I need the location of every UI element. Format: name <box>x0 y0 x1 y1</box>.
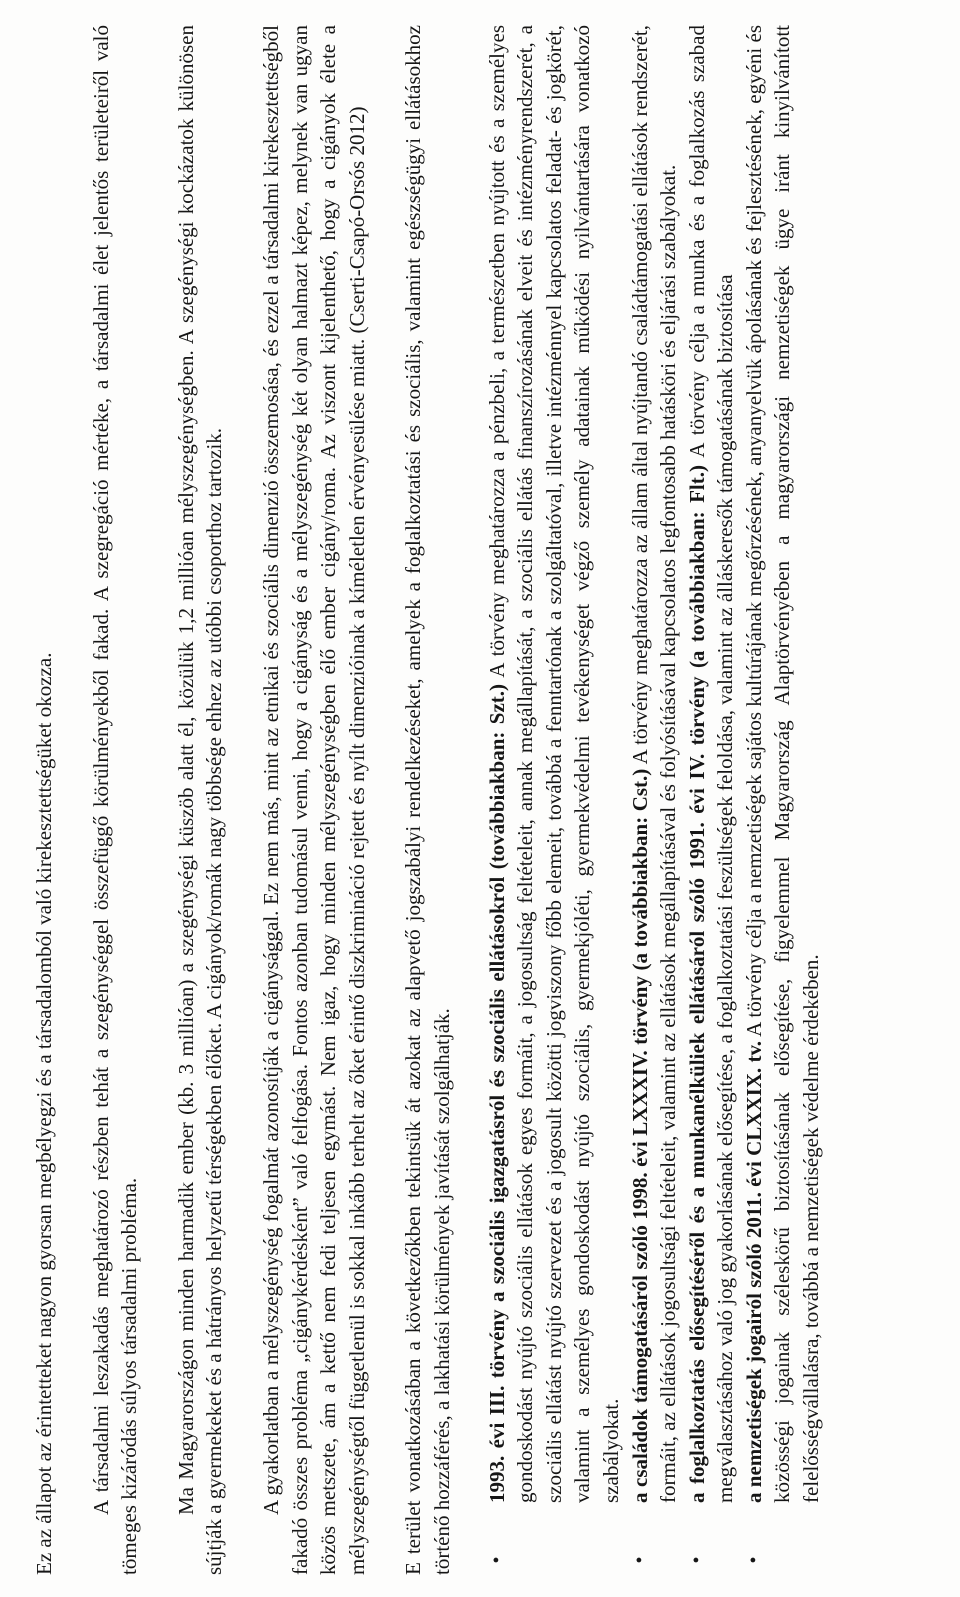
bullet-icon: • <box>742 1556 765 1564</box>
bullet-icon: • <box>628 1556 651 1564</box>
paragraph-2: A társadalmi leszakadás meghatározó részben tehát a szegénységgel összefüggő körülményekből fakad. A szegregáció mértéke, a társadalmi élet jelentős területeiről való tömeges kizáródás súlyos társadalmi probléma. <box>88 25 142 1575</box>
law-text: A törvény meghatározza a pénzbeli, a természetben nyújtott és a személyes gondoskodást nyújtó szociális ellátások egyes formáit, a jogosultság feltételeit, annak megállapítását, a szociális ellátás finanszírozásának elveit és intézményrendszerét, a szociális ellátást nyújtó szervezet és a jogosult közötti jogviszony főbb elemeit, továbbá a fenntartónak a szolgáltatóval, illetve intézménnyel kapcsolatos feladat- és jogkörét, valamint a személyes gondoskodást nyújtó szociális, gyermekjóléti, gyermekvédelmi tevékenységet végző személy adatainak működési nyilvántartására vonatkozó szabályokat. <box>484 24 623 1503</box>
law-title: a foglalkoztatás elősegítéséről és a munkanélküliek ellátásáról szóló 1991. évi IV. törvény (a továbbiakban: Flt.) <box>684 465 709 1503</box>
law-text: A törvény célja a nemzetiségek sajátos kultúrájának megőrzésének, anyanyelvük ápolásának és fejlesztésének, egyéni és közösségi jogainak széleskörű biztosításának elősegítése, figyelemmel Magyarország Alaptörvényében a magyarországi nemzetiségek ügye iránt kinyilvánított felelősségvállalásra, továbbá a nemzetiségek védelme érdekében. <box>741 25 824 1503</box>
law-text: A törvény meghatározza az állam által nyújtandó családtámogatási ellátások rendszerét, formáit, az ellátások jogosultsági feltételeit, valamint az ellátások megállapításával és folyósításával kapcsolatos legfontosabb hatásköri és eljárási szabályokat. <box>627 25 681 1503</box>
law-item-cst <box>626 25 683 1575</box>
paragraph-5: E terület vonatkozásában a következőkben tekintsük át azokat az alapvető jogszabályi rendelkezéseket, amelyek a foglalkoztatási és szociális, valamint egészségügyi ellátásokhoz történő hozzáférés, a lakhatási körülmények javítását szolgálhatják. <box>401 25 454 1575</box>
law-title: a nemzetiségek jogairól szóló 2011. évi CLXXIX. tv. <box>741 1040 766 1503</box>
paragraph-3: Ma Magyarországon minden harmadik ember (kb. 3 millióan) a szegénységi küszöb alatt él, közülük 1,2 millióan mélyszegénységben. A szegénységi kockázatok különösen sújtják a gyermekeket és a hátrányos helyzetű térségekben élőket. A cigányok/romák nagy többsége ehhez az utóbbi csoporthoz tartozik. <box>173 25 227 1575</box>
rotated-text-block <box>30 25 930 1575</box>
law-item-szt <box>483 25 626 1575</box>
law-list <box>483 25 826 1575</box>
law-title: a családok támogatásáról szóló 1998. évi LXXXIV. törvény (a továbbiakban: Cst.) <box>627 768 652 1503</box>
bullet-icon: • <box>685 1556 708 1564</box>
paragraph-1: Ez az állapot az érintetteket nagyon gyorsan megbélyegzi és a társadalomból való kirekesztettségüket okozza. <box>32 652 56 1575</box>
law-text: A törvény célja a munka és a foglalkozás szabad megválasztásához való jog gyakorlásának elősegítése, a foglalkoztatási feszültségek feloldása, valamint az álláskeresők támogatásának biztosítása <box>684 25 738 1503</box>
law-item-flt <box>683 25 740 1575</box>
bullet-icon: • <box>485 1556 508 1564</box>
law-item-nemzetiseg <box>740 25 826 1575</box>
law-title: 1993. évi III. törvény a szociális igazgatásról és szociális ellátásokról (továbbiakban: Szt.) <box>484 683 509 1503</box>
paragraph-4: A gyakorlatban a mélyszegénység fogalmát azonosítják a cigánysággal. Ez nem más, mint az etnikai és szociális dimenzió összemosása, és ezzel a társadalmi kirekesztettségből fakadó összes probléma „cigánykérdésként” való felfogása. Fontos azonban tudomásul venni, hogy a cigányság és a mélyszegénység két olyan halmazt képez, melynek van ugyan közös metszete, ám a kettő nem fedi teljesen egymást. Nem igaz, hogy minden mélyszegénységben élő ember cigány/roma. Az viszont kijelenthető, hogy a cigányok élete a mélyszegénységtől függetlenül is sokkal inkább terhelt az őket érintő diszkrimináció rejtett és nyílt dimenzióinak a kíméletlen érvényesülése miatt. (Cserti-Csapó-Orsós 2012) <box>258 25 369 1575</box>
